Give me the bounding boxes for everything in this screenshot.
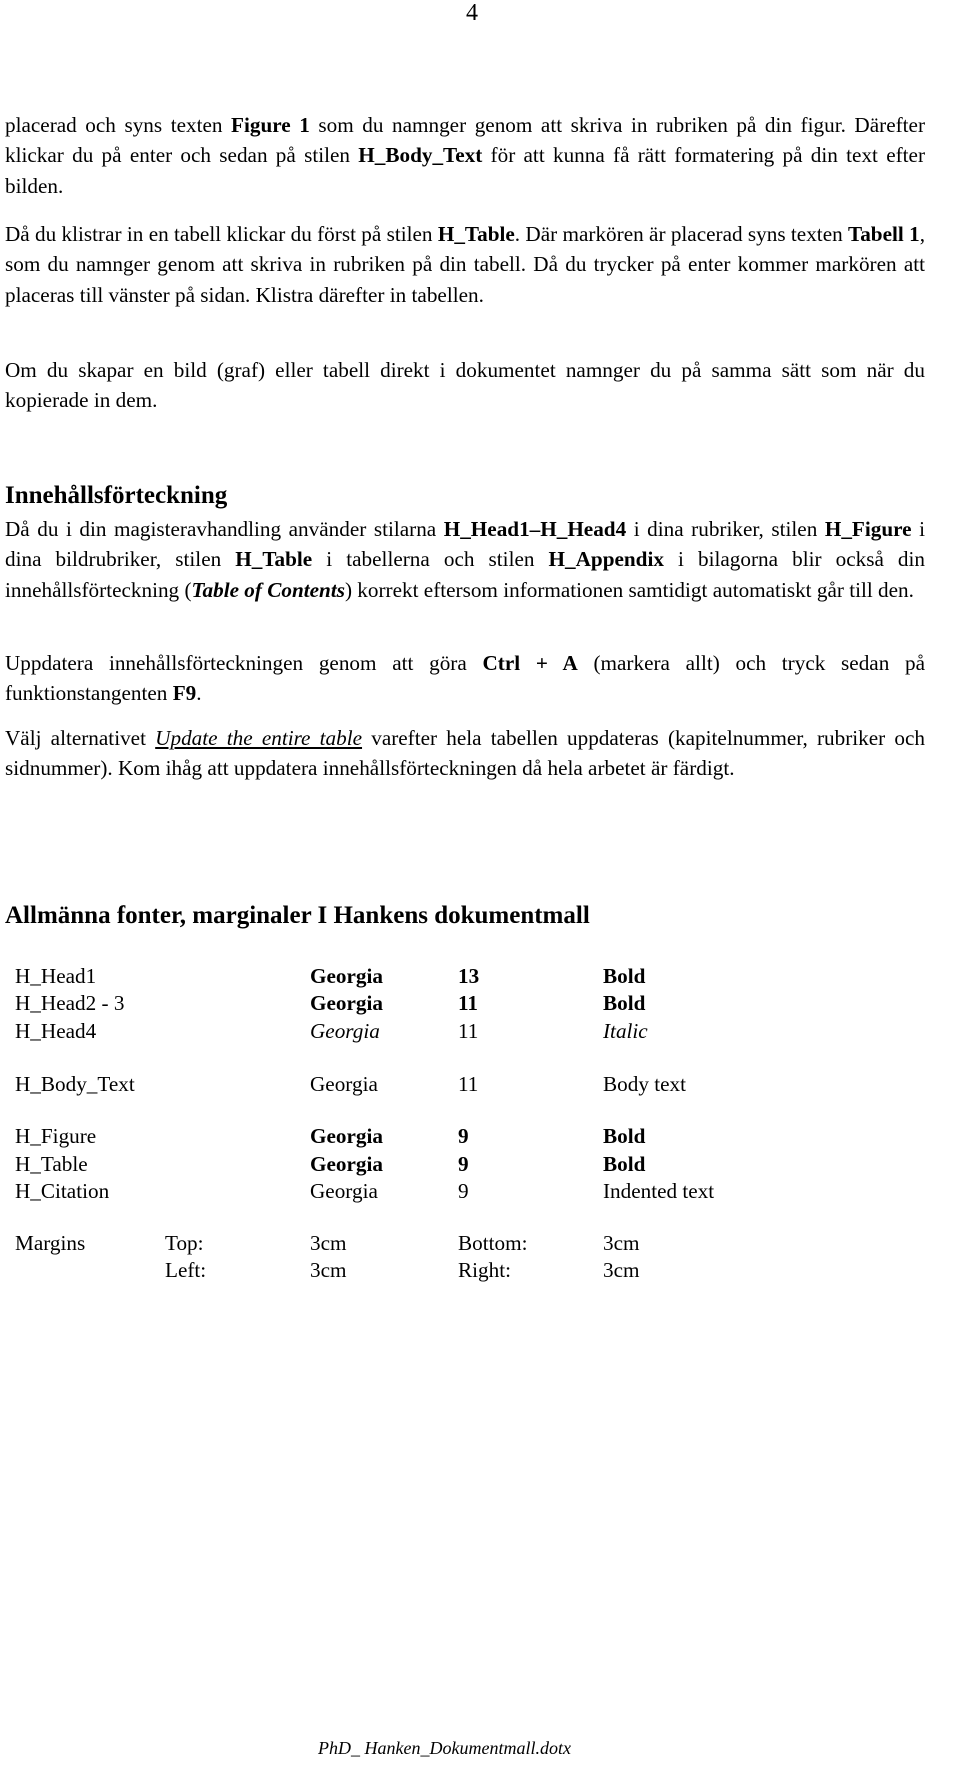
bold-term: H_Table — [235, 547, 313, 572]
text-span: Välj alternativet — [5, 726, 156, 750]
bold-term: F9 — [172, 681, 197, 706]
bold-term: H_Body_Text — [358, 143, 483, 168]
text-span: ) korrekt eftersom informationen samtidigt automatiskt går till den. — [344, 577, 914, 602]
font-style: Indented text — [603, 1179, 715, 1203]
font-size: 9 — [458, 1152, 469, 1176]
style-name: H_Figure — [15, 1124, 97, 1148]
margin-name: Bottom: — [458, 1231, 528, 1255]
margin-name: Top: — [165, 1231, 204, 1255]
table-row — [15, 1072, 915, 1102]
font-style: Bold — [603, 964, 646, 988]
text-span: varefter hela tabellen uppdateras (kapitelnummer, rubriker och sidnummer). Kom ihåg att uppdatera innehållsförteckningen då hela arbetet är färdigt. — [5, 726, 925, 781]
table-row — [15, 1019, 915, 1049]
style-name: H_Head1 — [15, 964, 97, 988]
margin-value: 3cm — [310, 1258, 347, 1282]
font-family: Georgia — [310, 1179, 378, 1203]
font-size: 9 — [458, 1124, 469, 1148]
bold-term: Tabell 1 — [848, 222, 920, 246]
text-span: Då du klistrar in en tabell klickar du först på stilen — [5, 222, 438, 246]
margins-label: Margins — [15, 1231, 86, 1255]
footer-filename: PhD_ Hanken_Dokumentmall.dotx — [318, 1738, 571, 1758]
font-size: 9 — [458, 1179, 469, 1203]
text-span: Då du i din magisteravhandling använder stilarna — [5, 517, 444, 541]
text-span: (markera allt) och tryck sedan på funktionstangenten — [5, 651, 925, 706]
margin-name: Right: — [458, 1258, 511, 1282]
style-name: H_Body_Text — [15, 1072, 135, 1096]
font-size: 13 — [458, 964, 480, 988]
text-span: i bilagorna blir också din innehållsförteckning ( — [5, 547, 926, 602]
bold-italic-term: Table of Contents — [191, 577, 345, 602]
text-span: i dina rubriker, stilen — [626, 517, 825, 541]
style-name: H_Head2 - 3 — [15, 991, 125, 1015]
margin-name: Left: — [165, 1258, 207, 1282]
font-style: Italic — [603, 1019, 648, 1043]
paragraph-update-toc — [5, 648, 925, 709]
text-span: i dina bildrubriker, stilen — [5, 517, 925, 572]
font-size: 11 — [458, 1019, 479, 1043]
underlined-option: Update the entire table — [155, 726, 363, 750]
bold-term: Ctrl + A — [482, 651, 578, 675]
font-style: Bold — [603, 1152, 646, 1176]
bold-term: H_Head1–H_Head4 — [443, 517, 627, 541]
paragraph-styles — [5, 514, 925, 605]
paragraph-create-image: Om du skapar en bild (graf) eller tabell direkt i dokumentet namnger du på samma sätt som när du kopierade in dem. — [5, 358, 925, 413]
bold-term: H_Appendix — [548, 547, 664, 572]
bold-term: Figure 1 — [231, 113, 310, 137]
font-size: 11 — [458, 1072, 479, 1096]
text-span: som du namnger genom att skriva in rubriken på din figur. Därefter klickar du på enter och sedan på stilen — [5, 113, 925, 168]
margin-value: 3cm — [310, 1231, 347, 1255]
text-span: i tabellerna och stilen — [312, 547, 549, 572]
font-style: Body text — [603, 1072, 686, 1096]
style-name: H_Citation — [15, 1179, 110, 1203]
bold-term: H_Figure — [824, 517, 912, 541]
font-style: Bold — [603, 991, 646, 1015]
table-row — [15, 1179, 915, 1209]
paragraph-table-insert — [5, 219, 925, 310]
font-family: Georgia — [310, 991, 383, 1015]
margin-value: 3cm — [603, 1258, 640, 1282]
font-style: Bold — [603, 1124, 646, 1148]
table-row — [15, 1152, 915, 1182]
paragraph-figure-caption — [5, 110, 925, 201]
font-family: Georgia — [310, 1152, 383, 1176]
paragraph-update-table — [5, 723, 925, 784]
margin-value: 3cm — [603, 1231, 640, 1255]
text-span: placerad och syns texten — [5, 113, 232, 137]
text-span: för att kunna få rätt formatering på din text efter bilden. — [5, 143, 926, 198]
font-size: 11 — [458, 991, 479, 1015]
style-name: H_Head4 — [15, 1019, 97, 1043]
text-span: . Där markören är placerad syns texten — [514, 222, 849, 246]
page-number: 4 — [466, 0, 478, 26]
table-row — [15, 1124, 915, 1154]
font-family: Georgia — [310, 1019, 380, 1043]
table-row — [15, 1258, 915, 1288]
font-family: Georgia — [310, 964, 383, 988]
table-row — [15, 964, 915, 994]
bold-term: H_Table — [437, 222, 515, 246]
style-name: H_Table — [15, 1152, 88, 1176]
table-row — [15, 1231, 915, 1261]
text-span: Uppdatera innehållsförteckningen genom att göra — [5, 651, 483, 675]
text-span: . — [196, 681, 202, 706]
heading-fonts: Allmänna fonter, marginaler I Hankens dokumentmall — [5, 902, 590, 929]
text-span: , som du namnger genom att skriva in rubriken på din tabell. Då du trycker på enter kommer markören att placeras till vänster på sidan. Klistra därefter in tabellen. — [5, 222, 925, 307]
font-family: Georgia — [310, 1072, 378, 1096]
table-row — [15, 991, 915, 1021]
font-family: Georgia — [310, 1124, 383, 1148]
heading-toc: Innehållsförteckning — [5, 482, 228, 509]
